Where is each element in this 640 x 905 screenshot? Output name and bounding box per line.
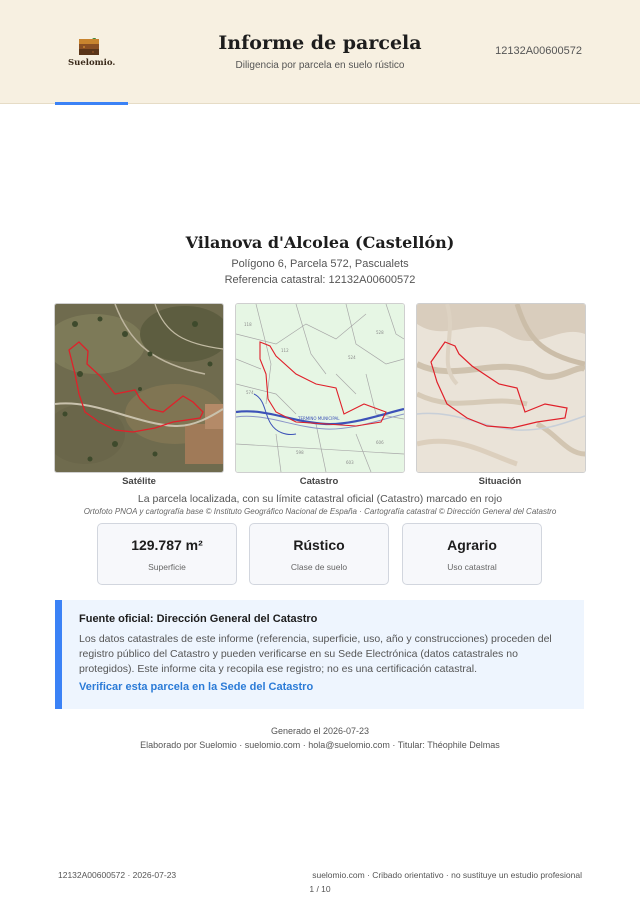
generated-date: Generado el 2026-07-23	[270, 726, 370, 736]
stat-label: Clase de suelo	[290, 562, 348, 572]
page-number: 1 / 10	[309, 884, 331, 894]
stat-card-surface	[97, 523, 237, 585]
satellite-map-label: Satélite	[122, 476, 156, 487]
source-body: Los datos catastrales de este informe (referencia, superficie, uso, año y construcciones) proceden del registro público del Catastro y pueden verificarse en su Sede Electrónica (datos catastrales no protegidos). Este informe cita y recopila ese registro; no es una certificación catastral.	[79, 633, 552, 675]
situation-map-label: Situación	[478, 476, 522, 487]
svg-text:TERMINO MUNICIPAL: TERMINO MUNICIPAL	[298, 416, 340, 421]
svg-text:118: 118	[244, 322, 252, 327]
stat-card-land-class	[249, 523, 389, 585]
official-source-box	[55, 600, 584, 709]
report-header	[0, 0, 640, 104]
svg-text:528: 528	[376, 330, 384, 335]
cadastre-map[interactable]	[235, 303, 405, 473]
report-subtitle: Diligencia por parcela en suelo rústico	[235, 60, 405, 71]
svg-text:112: 112	[281, 348, 289, 353]
verify-cadastre-link[interactable]: Verificar esta parcela en la Sede del Catastro	[79, 681, 314, 693]
maps-credits: Ortofoto PNOA y cartografía base © Instituto Geográfico Nacional de España · Cartografía catastral © Dirección General del Catastro	[83, 507, 557, 516]
cadastre-map-label: Catastro	[299, 476, 339, 487]
logo-text: Suelomio.	[68, 58, 116, 68]
situation-map[interactable]	[416, 303, 586, 473]
stat-label: Superficie	[148, 562, 186, 572]
stat-label: Uso catastral	[447, 562, 497, 572]
stat-card-cadastral-use	[402, 523, 542, 585]
svg-text:524: 524	[348, 355, 356, 360]
location-cadastral-reference: Referencia catastral: 12132A00600572	[224, 274, 416, 286]
location-title: Vilanova d'Alcolea (Castellón)	[185, 233, 455, 252]
svg-text:603: 603	[346, 460, 354, 465]
footer-disclaimer: suelomio.com · Cribado orientativo · no sustituye un estudio profesional	[312, 870, 582, 880]
header-reference: 12132A00600572	[495, 45, 582, 57]
satellite-map[interactable]	[54, 303, 224, 473]
footer-reference-date: 12132A00600572 · 2026-07-23	[58, 870, 177, 880]
header-accent-bar	[55, 102, 128, 105]
svg-text:598: 598	[296, 450, 304, 455]
report-title: Informe de parcela	[218, 32, 422, 54]
stat-value: Rústico	[293, 537, 345, 553]
source-title: Fuente oficial: Dirección General del Catastro	[79, 613, 318, 625]
svg-text:606: 606	[376, 440, 384, 445]
location-address: Polígono 6, Parcela 572, Pascualets	[231, 258, 409, 270]
svg-text:574: 574	[246, 390, 254, 395]
stat-value: 129.787 m²	[131, 537, 203, 553]
maps-caption: La parcela localizada, con su límite catastral oficial (Catastro) marcado en rojo	[137, 493, 503, 505]
stat-value: Agrario	[447, 537, 497, 553]
made-by-line: Elaborado por Suelomio · suelomio.com · hola@suelomio.com · Titular: Théophile Delmas	[140, 740, 500, 750]
